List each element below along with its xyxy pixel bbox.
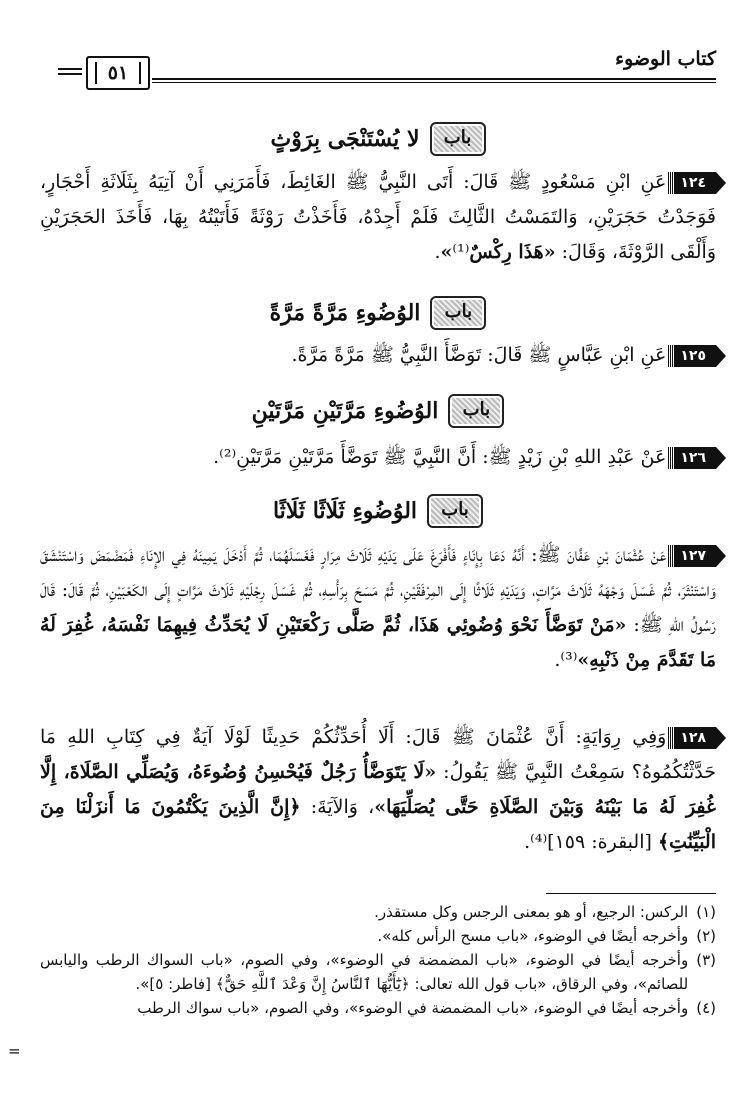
chapter-heading <box>40 494 716 528</box>
footnote-ref: ⁽¹⁾ <box>452 241 470 263</box>
footnote-text: وأخرجه أيضًا في الوضوء، «باب المضمضة في الوضوء»، وفي الصوم، «باب سواك الرطب <box>137 999 689 1017</box>
hadith-quote: «لَا يَتَوَضَّأُ رَجُلٌ فَيُحْسِنُ وُضُوءَهُ، وَيُصَلِّي الصَّلَاةَ، إِلَّا غُفِرَ لَهُ مَا بَيْنَهُ وَبَيْنَ الصَّلَاةِ حَتَّى يُصَلِّيَهَا» <box>40 761 716 818</box>
chapter-title: الوُضُوءِ ثَلَاثًا ثَلَاثًا <box>272 498 418 524</box>
footnote <box>40 900 716 924</box>
chapter-heading <box>40 296 716 330</box>
chapter-title: الوُضُوءِ مَرَّةً مَرَّةً <box>269 300 421 326</box>
hadith-quote-close: » <box>440 241 453 263</box>
chapter-heading <box>40 122 716 156</box>
footnote-text: الركس: الرجيع، أو هو بمعنى الرجس وكل مستقذر. <box>374 903 689 921</box>
hadith-number-badge: ١٢٤ <box>674 172 716 194</box>
footnote-ref: ⁽³⁾. <box>554 649 578 671</box>
chapter-title: لا يُسْتَنْجَى بِرَوْثٍ <box>270 126 420 152</box>
hadith-number-badge: ١٢٦ <box>674 447 716 469</box>
hadith-paragraph <box>40 440 716 475</box>
hadith-text: عَنْ عَبْدِ اللهِ بْنِ زَيْدٍ ﷺ: أَنَّ النَّبِيَّ ﷺ تَوَضَّأَ مَرَّتَيْنِ مَرَّتَيْنِ⁽²⁾. <box>213 446 667 468</box>
bab-badge: باب <box>427 494 483 528</box>
hadith-text-mid: ، وَالآيَةَ: <box>300 796 375 818</box>
footnote-number: (٣) <box>696 951 716 969</box>
hadith-quote: «مَنْ تَوَضَّأَ نَحْوَ وُضُوئِي هَذَا، ثُمَّ صَلَّى رَكْعَتَيْنِ لَا يُحَدِّثُ فِيهِمَا نَفْسَهُ، غُفِرَ لَهُ مَا تَقَدَّمَ مِنْ ذَنْبِهِ» <box>40 614 716 671</box>
hadith-number-badge: ١٢٧ <box>674 545 716 567</box>
footnote-text: وأخرجه أيضًا في الوضوء، «باب المضمضة في الوضوء»، وفي الصوم، «باب السواك الرطب واليابس للصائم»، وفي الرقاق، «باب قول الله تعالى: ﴿يَٰٓأَيُّهَا ٱلنَّاسُ إِنَّ وَعْدَ ٱللَّهِ حَقٌّ﴾ [فاطر: ٥]». <box>40 951 689 993</box>
footnote-text: وأخرجه أيضًا في الوضوء، «باب مسح الرأس كله». <box>377 927 689 945</box>
hadith-text: وَفِي رِوَايَةٍ: أَنَّ عُثْمَانَ ﷺ قَالَ: أَلَا أُحَدِّثُكُمْ حَدِيثًا لَوْلَا آيَةٌ فِي كِتَابِ اللهِ مَا حَدَّثْتُكُمُوهُ؟ سَمِعْتُ النَّبِيَّ ﷺ يَقُولُ: <box>40 726 716 783</box>
bab-badge: باب <box>430 296 486 330</box>
footnote-number: (٤) <box>696 999 716 1017</box>
footnotes <box>40 900 716 1020</box>
hadith-paragraph <box>40 538 716 678</box>
chapter-heading <box>40 394 716 428</box>
hadith-number-badge: ١٢٨ <box>674 727 716 749</box>
hadith-quote: «هَذَا رِكْسٌ <box>469 241 556 263</box>
footnote-separator <box>546 893 716 894</box>
continuation-mark: = <box>8 1042 21 1060</box>
hadith-number-badge: ١٢٥ <box>674 345 716 367</box>
footnote-number: (٢) <box>696 927 716 945</box>
chapter-title: الوُضُوءِ مَرَّتَيْنِ مَرَّتَيْنِ <box>251 398 439 424</box>
footnote <box>40 996 716 1020</box>
header-dash <box>58 68 82 75</box>
quran-verse: ﴿إِنَّ الَّذِينَ يَكْتُمُونَ مَا أَنزَلْنَا مِنَ الْبَيِّنَٰتِ﴾ <box>40 796 716 853</box>
footnote <box>40 924 716 948</box>
hadith-text-end: . <box>434 241 441 263</box>
verse-reference: [البقرة: ١٥٩]⁽⁴⁾. <box>524 831 658 853</box>
bab-badge: باب <box>430 122 486 156</box>
header-rule <box>152 78 716 83</box>
hadith-text: عَنِ ابْنِ عَبَّاسٍ ﷺ قَالَ: تَوَضَّأَ النَّبِيُّ ﷺ مَرَّةً مَرَّةً. <box>291 344 667 366</box>
book-title: كتاب الوضوء <box>615 48 716 70</box>
footnote-number: (١) <box>696 903 716 921</box>
hadith-paragraph <box>40 338 716 373</box>
running-header <box>40 48 716 92</box>
hadith-paragraph <box>40 720 716 860</box>
hadith-paragraph <box>40 165 716 270</box>
hadith-text: عَنْ عُثْمَانَ بْنِ عَفَّانَ ﷺ: أَنَّهُ دَعَا بِإِنَاءٍ فَأَفْرَغَ عَلَى يَدَيْهِ ثَلَاثَ مِرَارٍ فَغَسَلَهُمَا، ثُمَّ أَدْخَلَ يَمِينَهُ فِي الإِنَاءِ فَمَضْمَضَ وَاسْتَنْشَقَ وَاسْتَنْثَرَ، ثُمَّ غَسَلَ وَجْهَهُ ثَلَاثَ مَرَّاتٍ، وَيَدَيْهِ ثَلَاثًا إِلَى المِرْفَقَيْنِ، ثُمَّ مَسَحَ بِرَأْسِهِ، ثُمَّ غَسَلَ رِجْلَيْهِ ثَلَاثَ مَرَّاتٍ إِلَى الكَعْبَيْنِ، ثُمَّ قَالَ: قَالَ رَسُولُ اللهِ ﷺ: <box>40 544 716 636</box>
footnote <box>40 948 716 996</box>
hadith-text: عَنِ ابْنِ مَسْعُودٍ ﷺ قَالَ: أَتَى النَّبِيُّ ﷺ الغَائِطَ، فَأَمَرَنِي أَنْ آتِيَهُ بِثَلَاثَةِ أَحْجَارٍ، فَوَجَدْتُ حَجَرَيْنِ، وَالتَمَسْتُ الثَّالِثَ فَلَمْ أَجِدْهُ، فَأَخَذْتُ رَوْثَةً فَأَتَيْتُهُ بِهَا، فَأَخَذَ الحَجَرَيْنِ وَأَلْقَى الرَّوْثَةَ، وَقَالَ: <box>40 171 716 263</box>
page-number: ٥١ <box>86 56 150 90</box>
bab-badge: باب <box>448 394 504 428</box>
